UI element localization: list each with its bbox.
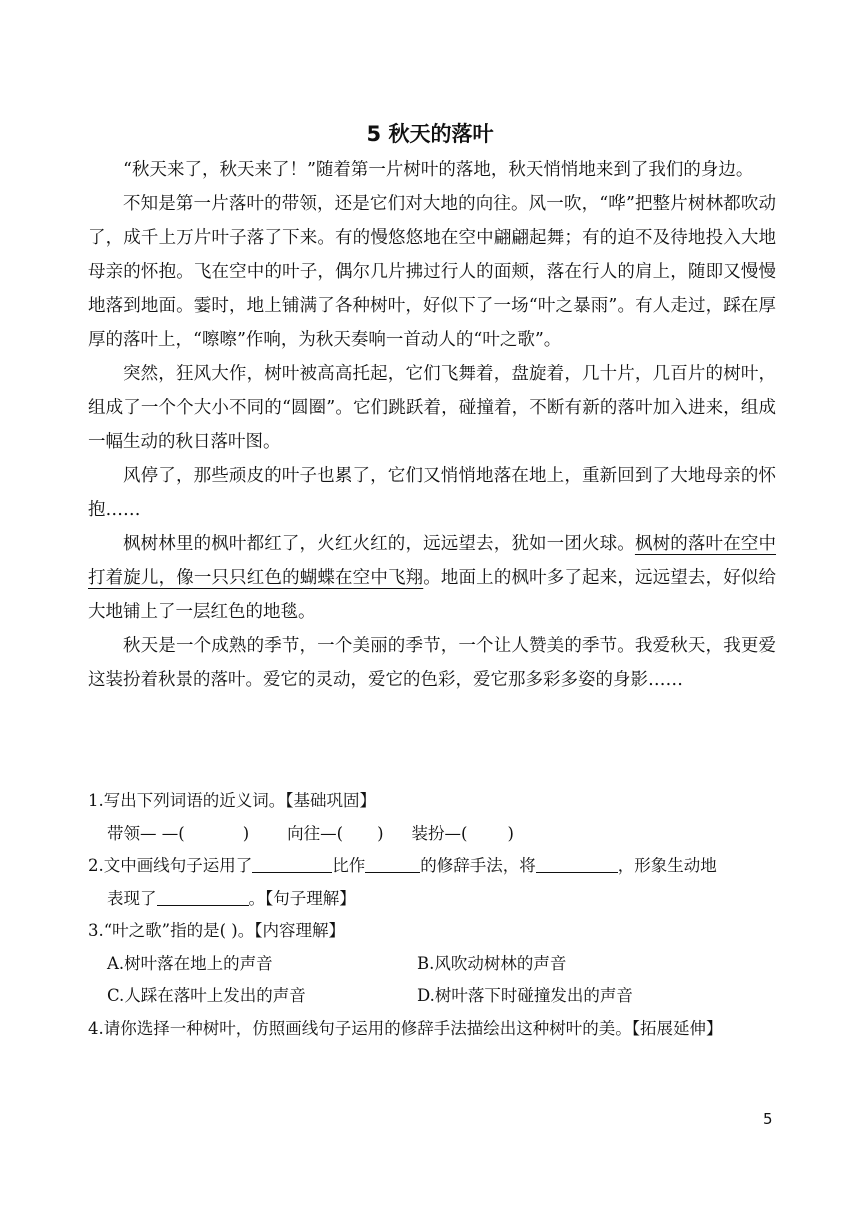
word-2: 向往—( [287, 823, 344, 843]
page-title: 5 秋天的落叶 [366, 122, 494, 146]
underlined-sentence: 枫树的落叶在空中打着旋儿，像一只只红色的蝴蝶在空中飞翔 [88, 534, 777, 588]
paragraph-2: 不知是第一片落叶的带领，还是它们对大地的向往。风一吹，“哗”把整片树林都吹动了，成千上万片叶子落了下来。有的慢悠悠地在空中翩翩起舞；有的迫不及待地投入大地母亲的怀抱。飞在空中的叶子，偶尔几片拂过行人的面颊，落在行人的肩上，随即又慢慢地落到地面。霎时，地上铺满了各种树叶，好似下了一场“叶之暴雨”。有人走过，踩在厚厚的落叶上，“嚓嚓”作响，为秋天奏响一首动人的“叶之歌”。 [88, 194, 776, 350]
option-a[interactable]: A.树叶落在地上的声音 [107, 953, 273, 973]
word-3: 装扮—( [411, 823, 468, 843]
question-3-stem: 3.“叶之歌”指的是( )。【内容理解】 [88, 921, 345, 940]
option-d[interactable]: D.树叶落下时碰撞发出的声音 [417, 986, 633, 1005]
question-4-stem: 4.请你选择一种树叶，仿照画线句子运用的修辞手法描绘出这种树叶的美。【拓展延伸】 [88, 1018, 723, 1038]
paragraph-1: “秋天来了，秋天来了！”随着第一片树叶的落地，秋天悄悄地来到了我们的身边。 [123, 160, 754, 180]
question-2-line-2: 表现了 。【句子理解】 [107, 888, 356, 908]
question-1-stem: 1.写出下列词语的近义词。【基础巩固】 [88, 791, 376, 810]
word-3-close: ) [507, 823, 514, 843]
question-3-options-row-1 [88, 948, 788, 981]
paragraph-4: 风停了，那些顽皮的叶子也累了，它们又悄悄地落在地上，重新回到了大地母亲的怀抱…… [88, 466, 776, 520]
question-3-options-row-2 [88, 980, 788, 1013]
fill-blank-4[interactable] [157, 888, 249, 906]
word-2-close: ) [377, 823, 384, 843]
reading-passage [88, 153, 776, 697]
word-1-close: ) [242, 823, 250, 843]
option-c[interactable]: C.人踩在落叶上发出的声音 [107, 986, 306, 1005]
paragraph-5-before: 枫树林里的枫叶都红了，火红火红的，远远望去，犹如一团火球。 [123, 534, 635, 554]
option-b[interactable]: B.风吹动树林的声音 [417, 953, 567, 973]
question-2-line-1: 2.文中画线句子运用了 比作 的修辞手法，将 ，形象生动地 [88, 856, 717, 875]
fill-blank-2[interactable] [365, 856, 420, 874]
fill-blank-1[interactable] [252, 856, 332, 874]
paragraph-6: 秋天是一个成熟的季节，一个美丽的季节，一个让人赞美的季节。我爱秋天，我更爱这装扮着秋景的落叶。爱它的灵动，爱它的色彩，爱它那多彩多姿的身影…… [88, 636, 776, 690]
questions-section [88, 785, 788, 1045]
word-1: 带领— —( [107, 823, 185, 843]
question-1-items [88, 818, 788, 851]
paragraph-5-after: 。地面上的枫叶多了起来，远远望去，好似给大地铺上了一层红色的地毯。 [88, 568, 776, 622]
paragraph-5 [88, 527, 776, 629]
paragraph-3: 突然，狂风大作，树叶被高高托起，它们飞舞着，盘旋着，几十片，几百片的树叶，组成了一个个大小不同的“圆圈”。它们跳跃着，碰撞着，不断有新的落叶加入进来，组成一幅生动的秋日落叶图。 [88, 364, 776, 452]
page-number: 5 [763, 1110, 773, 1128]
fill-blank-3[interactable] [536, 856, 618, 874]
